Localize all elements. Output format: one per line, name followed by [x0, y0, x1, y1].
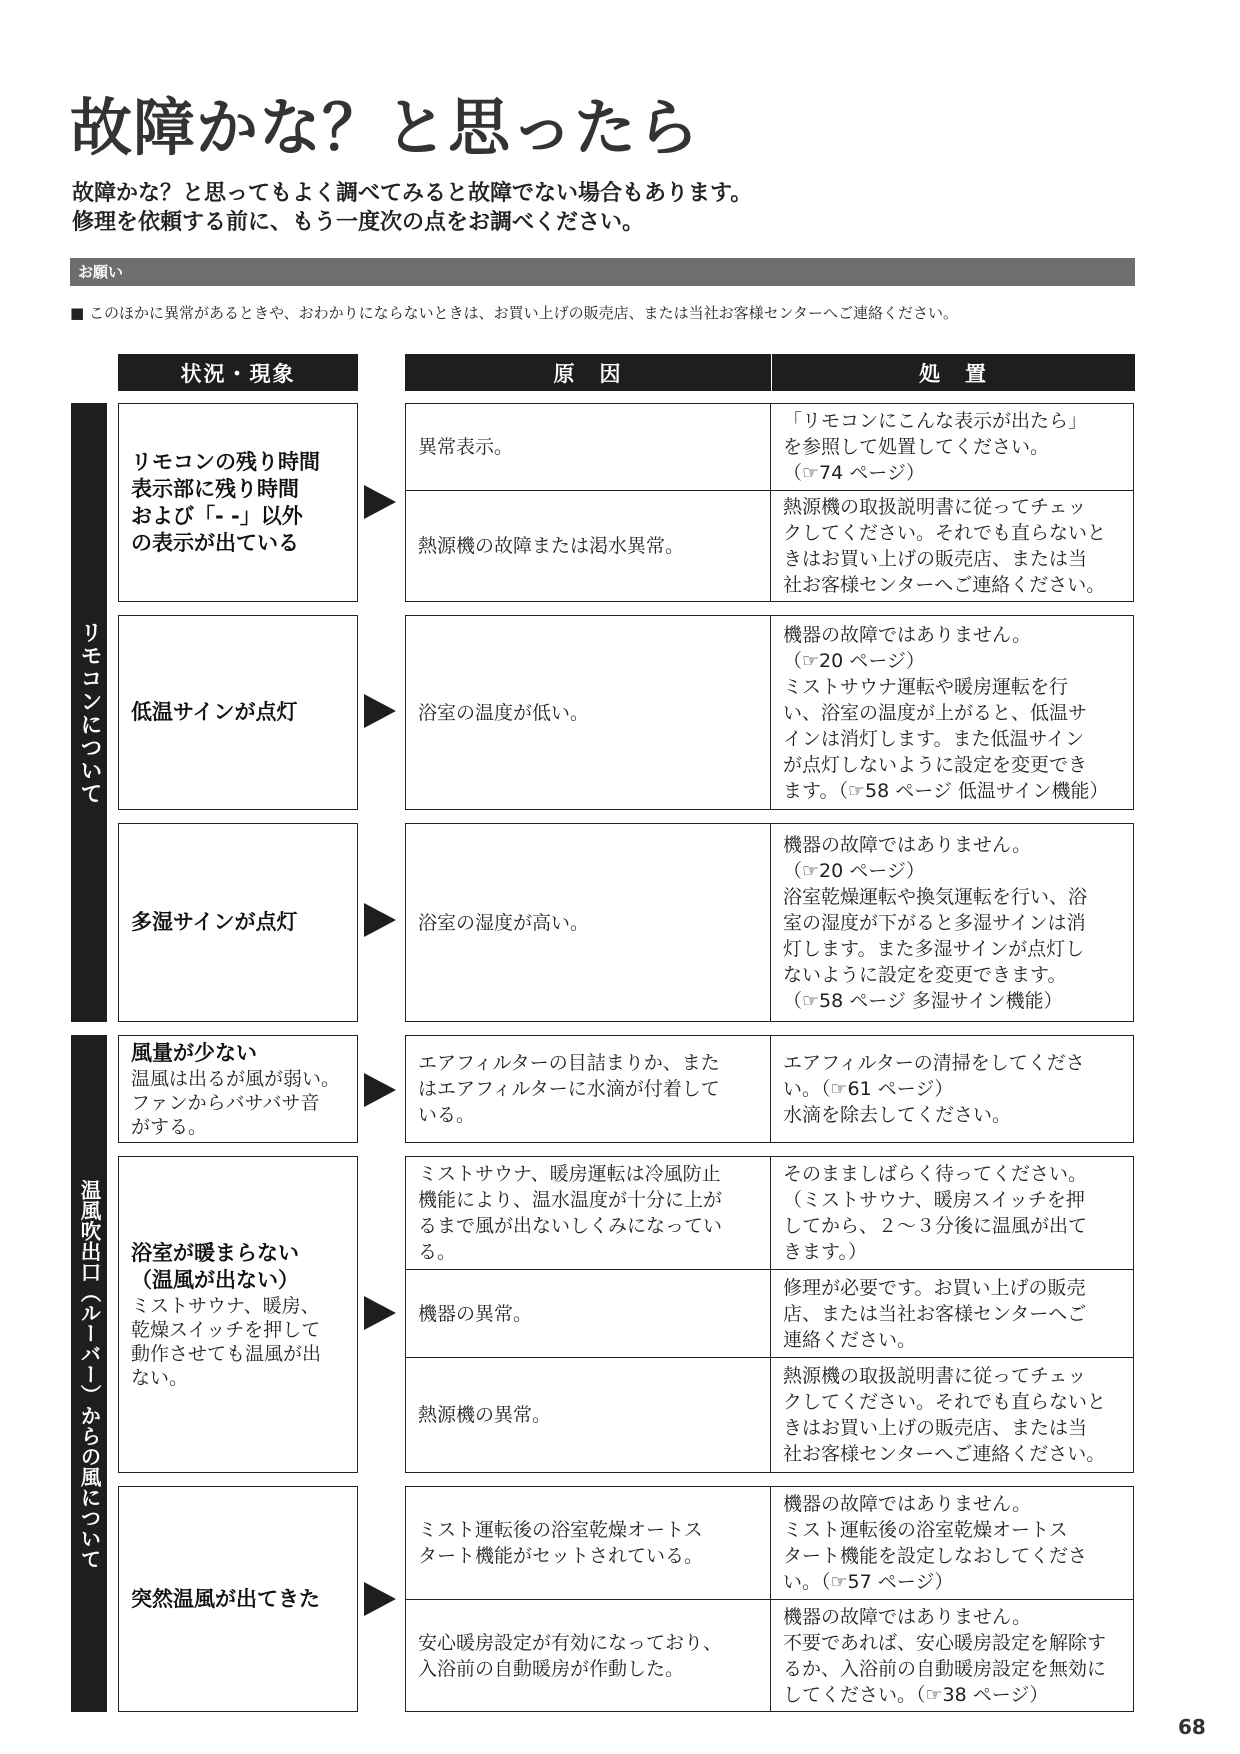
header-action: 処 置 [771, 354, 1135, 391]
action-line: （ミストサウナ、暖房スイッチを押 [783, 1189, 1085, 1211]
action-cell [770, 1269, 1134, 1358]
action-line: してください。（☞38 ページ） [783, 1683, 1049, 1706]
action-line: エアフィルターの清掃をしてくださ [783, 1052, 1085, 1074]
cause-cell: ミスト運転後の浴室乾燥オートス タート機能がセットされている。 [405, 1486, 771, 1600]
symptom-detail: ミストサウナ、暖房、 乾燥スイッチを押して 動作させても温風が出 ない。 [131, 1294, 322, 1389]
action-line: （☞74 ページ） [783, 462, 925, 484]
action-line: 機器の故障ではありません。 [783, 1493, 1032, 1515]
action-line: るか、入浴前の自動暖房設定を無効に [783, 1657, 1107, 1680]
action-line: きます。） [783, 1241, 867, 1263]
action-line: 社お客様センターへご連絡ください。 [783, 1443, 1106, 1465]
action-cell [770, 403, 1134, 491]
symptom-cell [118, 615, 358, 810]
action-cell [770, 490, 1134, 602]
cause-cell: 浴室の温度が低い。 [405, 615, 771, 810]
symptom-title: リモコンの残り時間 表示部に残り時間 および「- -」以外 の表示が出ている [131, 449, 320, 555]
cause-cell: 機器の異常。 [405, 1269, 771, 1358]
action-line: 機器の故障ではありません。 [783, 833, 1032, 856]
action-line: （☞20 ページ） [783, 859, 925, 882]
action-line: 店、または当社お客様センターへご [783, 1302, 1087, 1325]
action-line: 室の湿度が下がると多湿サインは消 [783, 911, 1086, 934]
arrow-icon [364, 1296, 396, 1330]
action-cell [770, 1599, 1134, 1712]
symptom-title: 風量が少ない [131, 1040, 257, 1065]
action-line: クしてください。それでも直らないと [783, 1391, 1107, 1413]
symptom-cell [118, 823, 358, 1022]
cause-cell: 熱源機の異常。 [405, 1357, 771, 1473]
action-line: ミストサウナ運転や暖房運転を行 [783, 675, 1069, 698]
cause-cell: 熱源機の故障または渇水異常。 [405, 490, 771, 602]
symptom-title: 突然温風が出てきた [131, 1586, 320, 1611]
action-line: きはお買い上げの販売店、または当 [783, 548, 1088, 570]
action-line: してから、２～３分後に温風が出て [783, 1215, 1088, 1237]
action-line: タート機能を設定しなおしてくださ [783, 1545, 1088, 1567]
cause-cell: 浴室の湿度が高い。 [405, 823, 771, 1022]
action-line: を参照して処置してください。 [783, 436, 1050, 458]
cause-cell: エアフィルターの目詰まりか、また はエアフィルターに水滴が付着して いる。 [405, 1035, 771, 1143]
header-symptom: 状況・現象 [118, 354, 358, 391]
action-line: 熱源機の取扱説明書に従ってチェッ [783, 1365, 1087, 1387]
notice-label: お願い [78, 263, 124, 281]
section-bar-remote [71, 403, 107, 1022]
arrow-icon [364, 903, 396, 937]
arrow-icon [364, 1582, 396, 1616]
cause-cell: 異常表示。 [405, 403, 771, 491]
section-label-remote: リモコンについて [77, 620, 102, 805]
intro-line-1: 故障かな？と思ってもよく調べてみると故障でない場合もあります。 [72, 181, 753, 206]
action-cell [770, 823, 1134, 1022]
symptom-title: 多湿サインが点灯 [131, 910, 298, 934]
page-number: 68 [1178, 1715, 1206, 1739]
action-cell [770, 1357, 1134, 1473]
action-line: 修理が必要です。お買い上げの販売 [783, 1276, 1086, 1299]
action-line: 機器の故障ではありません。 [783, 623, 1032, 646]
action-line: が点灯しないように設定を変更でき [783, 753, 1088, 776]
action-line: い、浴室の温度が上がると、低温サ [783, 701, 1088, 724]
action-line: 浴室乾燥運転や換気運転を行い、浴 [783, 885, 1088, 908]
notice-bar [70, 258, 1135, 286]
cause-cell: ミストサウナ、暖房運転は冷風防止 機能により、温水温度が十分に上が るまで風が出ないしくみになってい る。 [405, 1156, 771, 1270]
action-line: 社お客様センターへご連絡ください。 [783, 574, 1106, 596]
notice-text: ■ このほかに異常があるときや、おわかりにならないときは、お買い上げの販売店、または当社お客様センターへご連絡ください。 [70, 304, 959, 322]
action-line: 「リモコンにこんな表示が出たら」 [783, 410, 1088, 432]
action-cell [770, 1486, 1134, 1600]
section-bar-louver [71, 1035, 107, 1712]
action-cell [770, 1156, 1134, 1270]
action-line: 水滴を除去してください。 [783, 1104, 1012, 1126]
action-line: クしてください。それでも直らないと [783, 522, 1107, 544]
action-cell [770, 615, 1134, 810]
action-line: い。（☞61 ページ） [783, 1078, 954, 1100]
symptom-cell [118, 1156, 358, 1473]
symptom-title: 低温サインが点灯 [131, 700, 298, 724]
action-line: （☞58 ページ 多湿サイン機能） [783, 989, 1063, 1012]
action-line: ミスト運転後の浴室乾燥オートス [783, 1519, 1068, 1541]
action-line: 不要であれば、安心暖房設定を解除す [783, 1631, 1107, 1654]
arrow-icon [364, 1073, 396, 1107]
intro-line-2: 修理を依頼する前に、もう一度次の点をお調べください。 [72, 210, 645, 235]
action-line: 熱源機の取扱説明書に従ってチェッ [783, 496, 1087, 518]
action-line: インは消灯します。また低温サイン [783, 727, 1085, 750]
section-label-louver: 温風吹出口（ルーバー）からの風について [77, 1178, 101, 1569]
symptom-cell [118, 1486, 358, 1712]
header-cause: 原 因 [405, 354, 771, 391]
cause-cell: 安心暖房設定が有効になっており、 入浴前の自動暖房が作動した。 [405, 1599, 771, 1712]
arrow-icon [364, 485, 396, 519]
action-line: きはお買い上げの販売店、または当 [783, 1417, 1088, 1439]
action-line: い。（☞57 ページ） [783, 1571, 954, 1593]
symptom-detail: 温風は出るが風が弱い。 ファンからバサバサ音 がする。 [131, 1067, 341, 1138]
action-line: ます。（☞58 ページ 低温サイン機能） [783, 779, 1109, 802]
action-line: （☞20 ページ） [783, 649, 925, 672]
action-line: そのまましばらく待ってください。 [783, 1163, 1088, 1185]
action-line: ないように設定を変更できます。 [783, 963, 1067, 986]
symptom-cell [118, 1035, 358, 1143]
action-line: 灯します。また多湿サインが点灯し [783, 937, 1085, 960]
symptom-cell [118, 403, 358, 602]
symptom-title: 浴室が暖まらない （温風が出ない） [131, 1240, 299, 1292]
page-title: 故障かな？と思ったら [70, 91, 701, 164]
action-line: 連絡ください。 [783, 1328, 917, 1351]
arrow-icon [364, 694, 396, 728]
action-line: 機器の故障ではありません。 [783, 1605, 1032, 1628]
action-cell [770, 1035, 1134, 1143]
